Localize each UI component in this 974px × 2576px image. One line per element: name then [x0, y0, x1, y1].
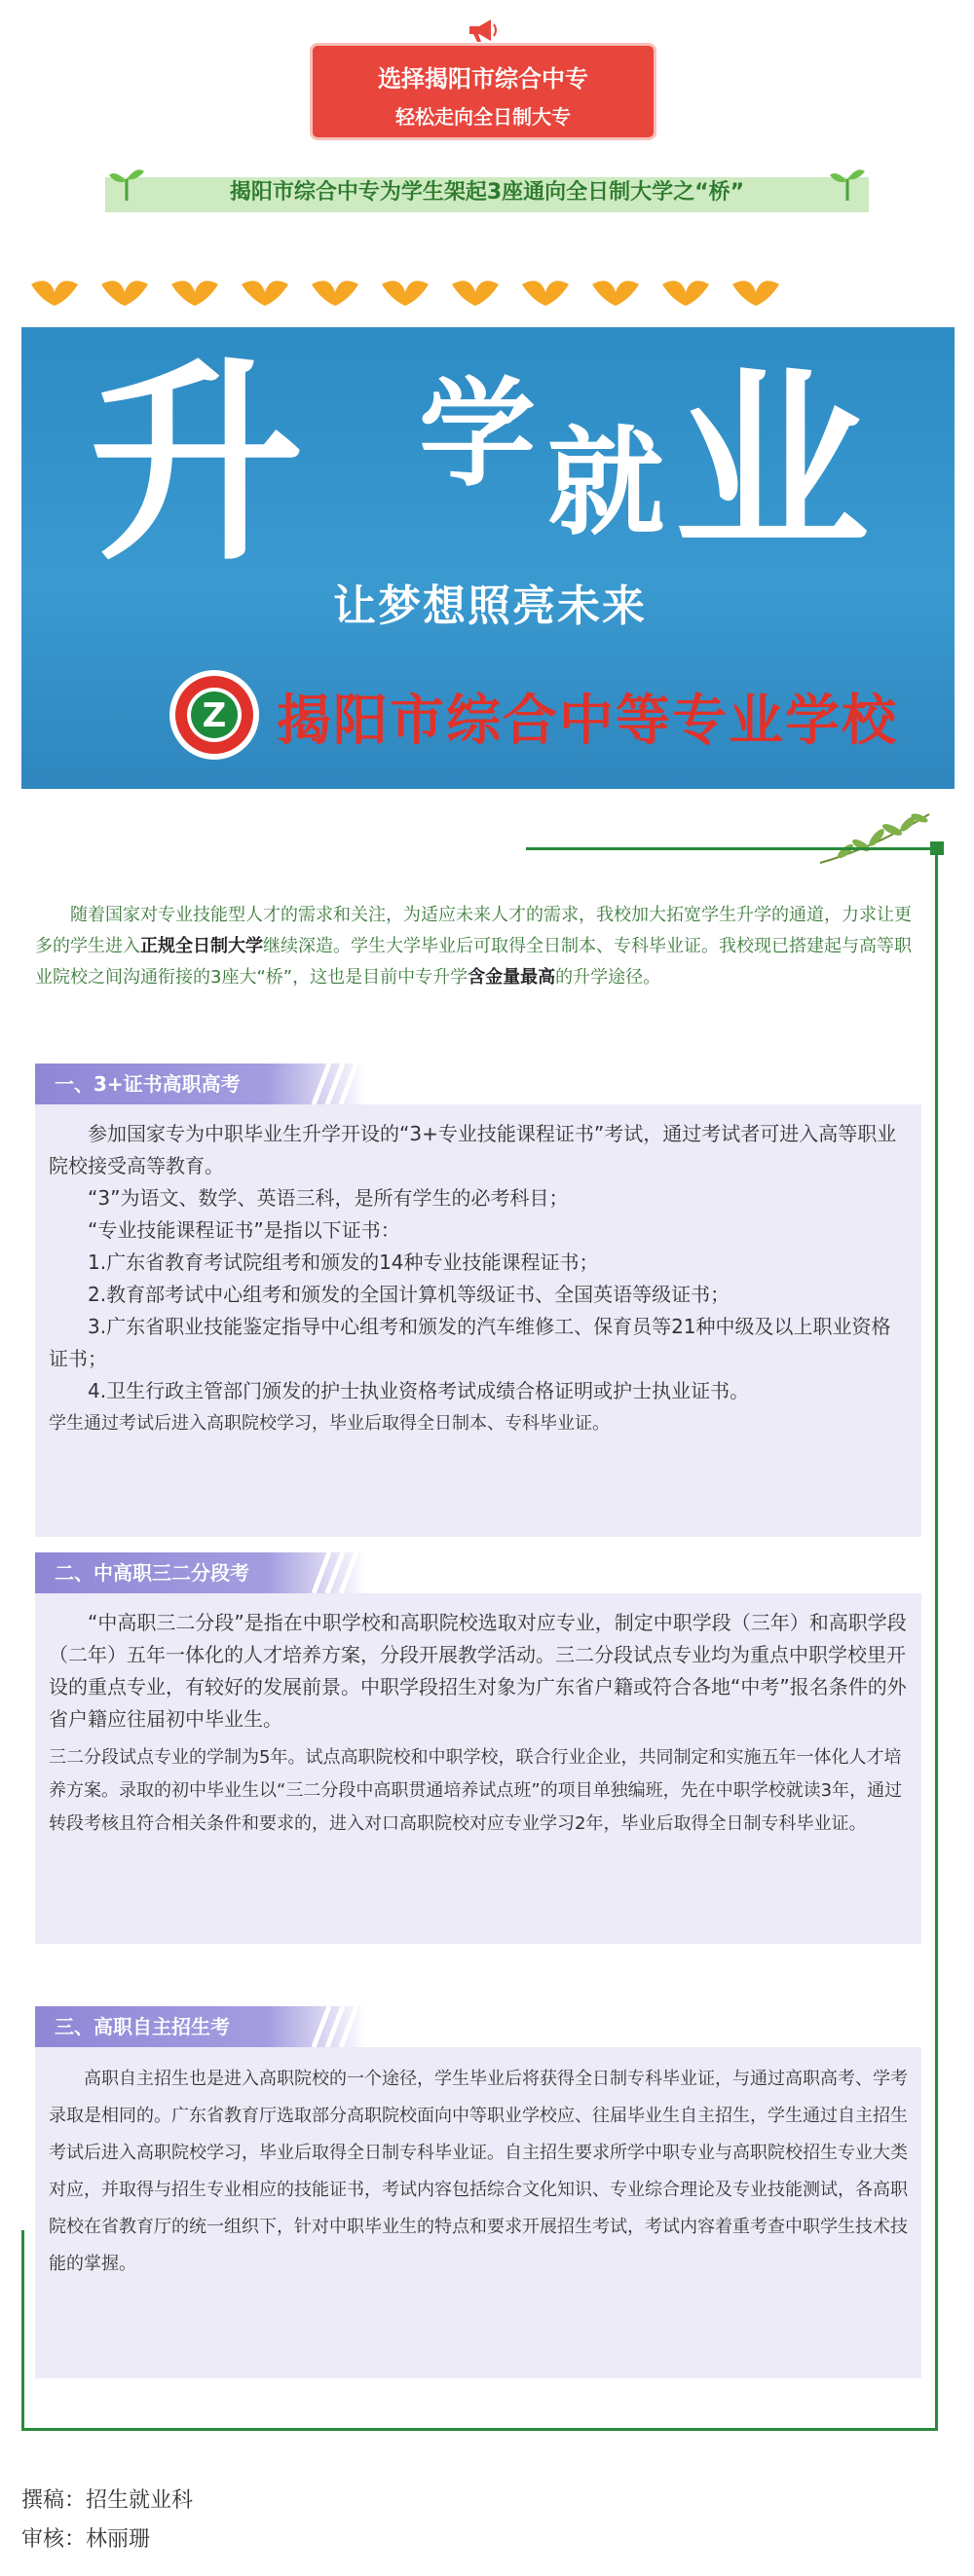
section-paragraph: 2.教育部考试中心组考和颁发的全国计算机等级证书、全国英语等级证书；	[88, 1283, 730, 1306]
footer-author: 撰稿：招生就业科	[21, 2488, 194, 2513]
section-paragraph: “3”为语文、数学、英语三科，是所有学生的必考科目；	[88, 1186, 569, 1210]
intro-text: 随着国家对专业技能型人才的需求和关注，为适应未来人才的需求，我校加大拓宽学生升学的通道，力求让更多的学生进入	[35, 905, 912, 956]
section-paragraph: “专业技能课程证书”是指以下证书：	[88, 1218, 400, 1242]
banner-line-1: 选择揭阳市综合中专	[378, 65, 588, 93]
school-logo	[168, 668, 261, 762]
section-title	[35, 2006, 366, 2047]
section-title-text: 二、中高职三二分段考	[55, 1561, 249, 1585]
section-paragraph: 学生通过考试后进入高职院校学习，毕业后取得全日制本、专科毕业证。	[49, 1413, 610, 1434]
section-paragraph: 1.广东省教育考试院组考和颁发的14种专业技能课程证书；	[88, 1251, 599, 1274]
top-banner	[310, 43, 656, 140]
headline: 揭阳市综合中专为学生架起3座通向全日制大学之“桥”	[229, 180, 745, 205]
school-logo-text: Z	[202, 696, 227, 735]
section-title-text: 三、高职自主招生考	[55, 2015, 230, 2038]
stripes-decoration	[308, 1064, 366, 1104]
frame-line	[21, 2230, 24, 2431]
banner-line-2: 轻松走向全日制大专	[395, 105, 571, 129]
section-title-text: 一、3+证书高职高考	[55, 1072, 241, 1096]
hero-school-name: 揭阳市综合中等专业学校	[277, 690, 898, 753]
intro-text: 的升学途径。	[555, 967, 661, 988]
megaphone-icon	[466, 16, 501, 45]
intro-highlight: 含金量最高	[468, 967, 556, 988]
stripes-decoration	[308, 2006, 366, 2047]
hero-char-jiu: 就	[547, 414, 664, 551]
section-paragraph: 参加国家专为中职毕业生升学开设的“3+专业技能课程证书”考试，通过考试者可进入高等职业院校接受高等教育。	[49, 1122, 897, 1177]
hero-char-xue: 学	[419, 365, 536, 503]
section-title	[35, 1064, 366, 1104]
hero-char-sheng: 升	[90, 337, 305, 589]
intro-highlight: 正规全日制大学	[140, 936, 263, 956]
section-paragraph: 三二分段试点专业的学制为5年。试点高职院校和中职学校，联合行业企业，共同制定和实施五年一体化人才培养方案。录取的初中毕业生以“三二分段中高职贯通培养试点班”的项目单独编班，先在中职学校就读3年，通过转段考核且符合相关条件和要求的，进入对口高职院校对应专业学习2年，毕业后取得全日制专科毕业证。	[49, 1747, 903, 1834]
section-paragraph: 4.卫生行政主管部门颁发的护士执业资格考试成绩合格证明或护士执业证书。	[88, 1379, 750, 1402]
section-paragraph: “中高职三二分段”是指在中职学校和高职院校选取对应专业，制定中职学段（三年）和高职学段（二年）五年一体化的人才培养方案，分段开展教学活动。三二分段试点专业均为重点中职学校里开设的重点专业，有较好的发展前景。中职学段招生对象为广东省户籍或符合各地“中考”报名条件的外省户籍应往届初中毕业生。	[49, 1611, 907, 1731]
hearts-decoration	[29, 275, 808, 308]
intro-paragraph	[35, 900, 921, 993]
stripes-decoration	[308, 1552, 366, 1593]
section-body	[35, 2047, 921, 2378]
hero-image	[21, 327, 955, 789]
section-paragraph: 3.广东省职业技能鉴定指导中心组考和颁发的汽车维修工、保育员等21种中级及以上职业资格证书；	[49, 1315, 891, 1370]
section-body	[35, 1593, 921, 1944]
footer-reviewer: 审核：林丽珊	[21, 2527, 151, 2552]
section-paragraph: 高职自主招生也是进入高职院校的一个途径，学生毕业后将获得全日制专科毕业证，与通过高职高考、学考录取是相同的。广东省教育厅选取部分高职院校面向中等职业学校应、往届毕业生自主招生，学生通过自主招生考试后进入高职院校学习，毕业后取得全日制专科毕业证。自主招生要求所学中职专业与高职院校招生专业大类对应，并取得与招生专业相应的技能证书，考试内容包括综合文化知识、专业综合理论及专业技能测试，各高职院校在省教育厅的统一组织下，针对中职毕业生的特点和要求开展招生考试，考试内容着重考查中职学生技术技能的掌握。	[49, 2069, 908, 2274]
intro-text: 继续深造。学生大学毕业后可取得全日制本、专科毕业证。我校现已搭建起与高等职业院校之间沟通衔接的3座大“桥”，这也是目前中专升学	[35, 936, 912, 988]
frame-line	[935, 847, 938, 2430]
hero-char-ye: 业	[674, 349, 870, 578]
section-title	[35, 1552, 366, 1593]
branch-icon	[816, 808, 933, 867]
frame-line	[21, 2428, 938, 2431]
section-body	[35, 1104, 921, 1537]
frame-line	[526, 847, 935, 850]
hero-slogan: 让梦想照亮未来	[333, 581, 647, 631]
